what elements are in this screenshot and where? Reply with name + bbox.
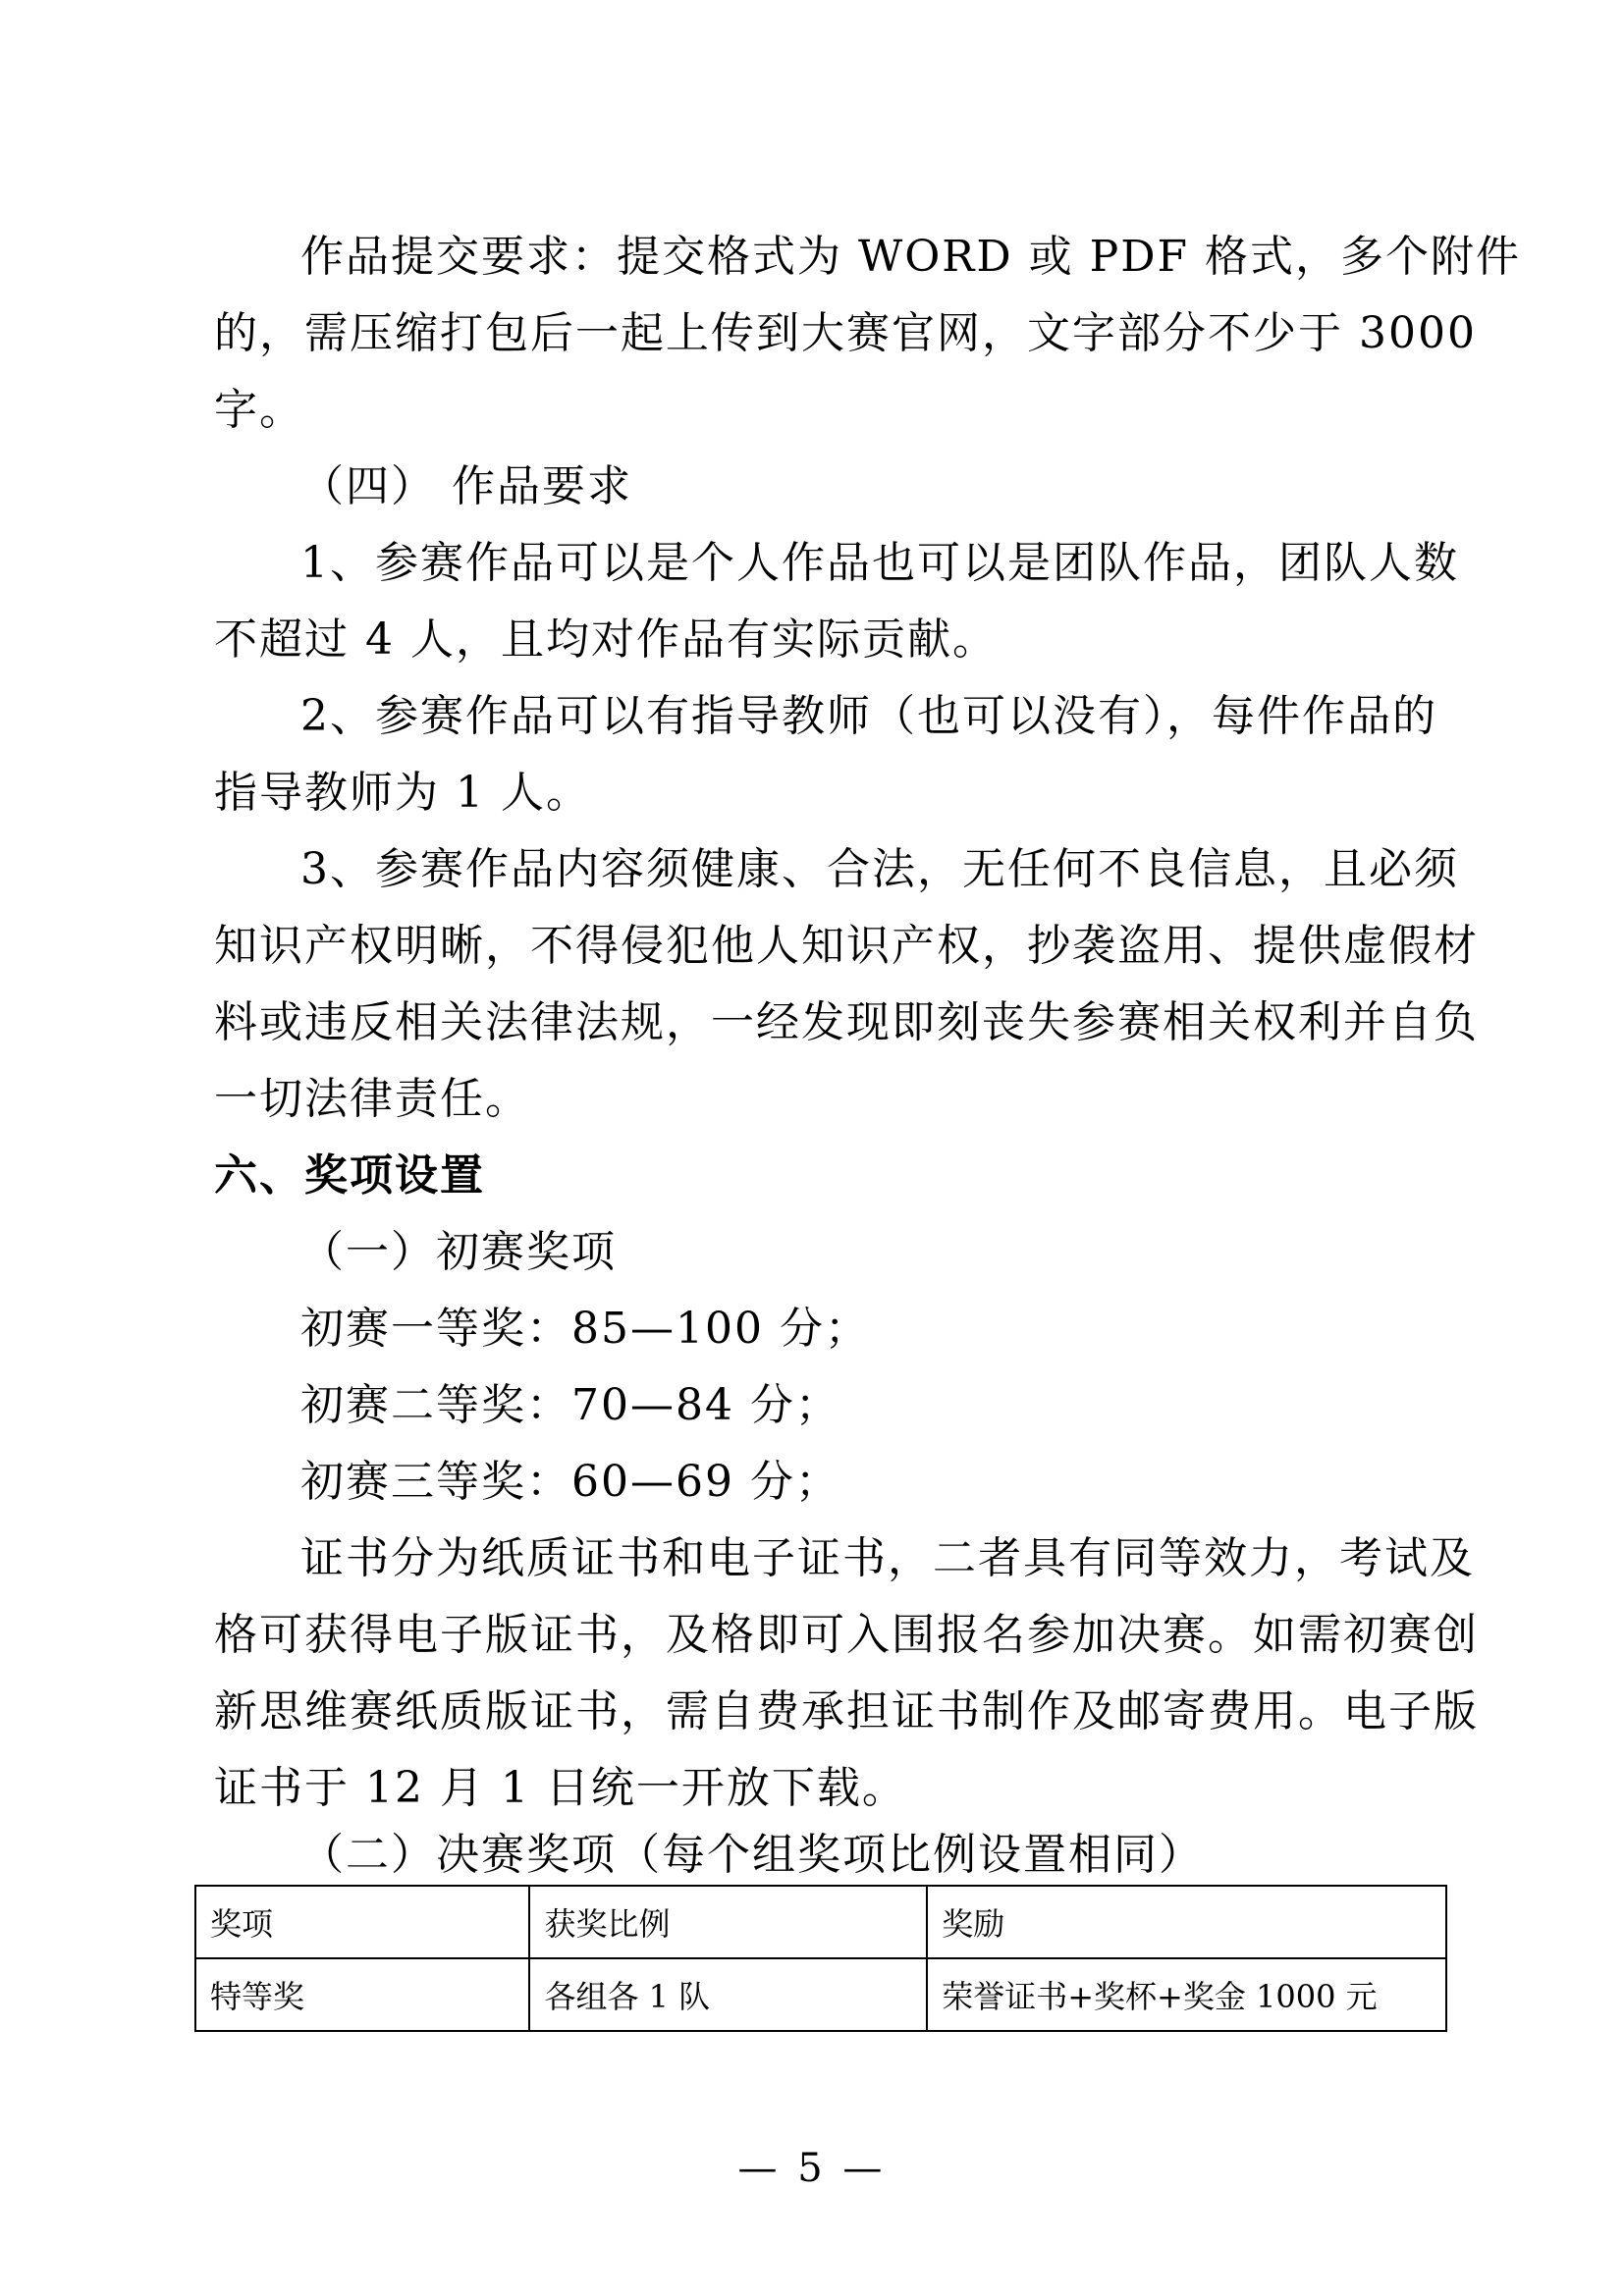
item-3-line-2: 知识产权明晰，不得侵犯他人知识产权，抄袭盗用、提供虚假材 bbox=[214, 921, 1479, 971]
certificate-line-4: 证书于 12 月 1 日统一开放下载。 bbox=[214, 1763, 907, 1813]
certificate-line-1: 证书分为纸质证书和电子证书，二者具有同等效力，考试及 bbox=[300, 1533, 1475, 1583]
table-row bbox=[195, 1958, 1446, 2031]
item-3-line-1: 3、参赛作品内容须健康、合法，无任何不良信息，且必须 bbox=[300, 844, 1459, 894]
item-1-line-2: 不超过 4 人，且均对作品有实际贡献。 bbox=[214, 614, 998, 665]
prize-third: 初赛三等奖：60—69 分； bbox=[300, 1457, 840, 1507]
table-header-row bbox=[195, 1886, 1446, 1958]
section-4-heading: （四） 作品要求 bbox=[300, 461, 632, 511]
paragraph-submission-line-2: 的，需压缩打包后一起上传到大赛官网，文字部分不少于 3000 bbox=[214, 308, 1477, 358]
item-2-line-1: 2、参赛作品可以有指导教师（也可以没有），每件作品的 bbox=[300, 691, 1437, 741]
item-2-line-2: 指导教师为 1 人。 bbox=[214, 768, 591, 818]
table-cell: 特等奖 bbox=[195, 1958, 529, 2031]
table-header-cell: 获奖比例 bbox=[529, 1886, 927, 1958]
prize-first: 初赛一等奖：85—100 分； bbox=[300, 1304, 870, 1354]
awards-table bbox=[194, 1885, 1447, 2032]
certificate-line-2: 格可获得电子版证书，及格即可入围报名参加决赛。如需初赛创 bbox=[214, 1610, 1479, 1660]
table-header-cell: 奖励 bbox=[927, 1886, 1446, 1958]
section-6-sub-1-heading: （一）初赛奖项 bbox=[300, 1227, 617, 1277]
paragraph-submission-line-1: 作品提交要求：提交格式为 WORD 或 PDF 格式，多个附件 bbox=[300, 232, 1522, 282]
page-number: — 5 — bbox=[737, 2146, 887, 2191]
table-cell: 荣誉证书+奖杯+奖金 1000 元 bbox=[927, 1958, 1446, 2031]
item-3-line-4: 一切法律责任。 bbox=[214, 1074, 530, 1124]
table-cell: 各组各 1 队 bbox=[529, 1958, 927, 2031]
item-1-line-1: 1、参赛作品可以是个人作品也可以是团队作品，团队人数 bbox=[300, 538, 1459, 588]
prize-second: 初赛二等奖：70—84 分； bbox=[300, 1380, 840, 1430]
section-6-heading: 六、奖项设置 bbox=[214, 1150, 485, 1201]
table-header-cell: 奖项 bbox=[195, 1886, 529, 1958]
section-6-sub-2-heading: （二）决赛奖项（每个组奖项比例设置相同） bbox=[300, 1830, 1204, 1880]
certificate-line-3: 新思维赛纸质版证书，需自费承担证书制作及邮寄费用。电子版 bbox=[214, 1686, 1479, 1736]
item-3-line-3: 料或违反相关法律法规，一经发现即刻丧失参赛相关权利并自负 bbox=[214, 997, 1479, 1047]
paragraph-submission-line-3: 字。 bbox=[214, 385, 304, 435]
